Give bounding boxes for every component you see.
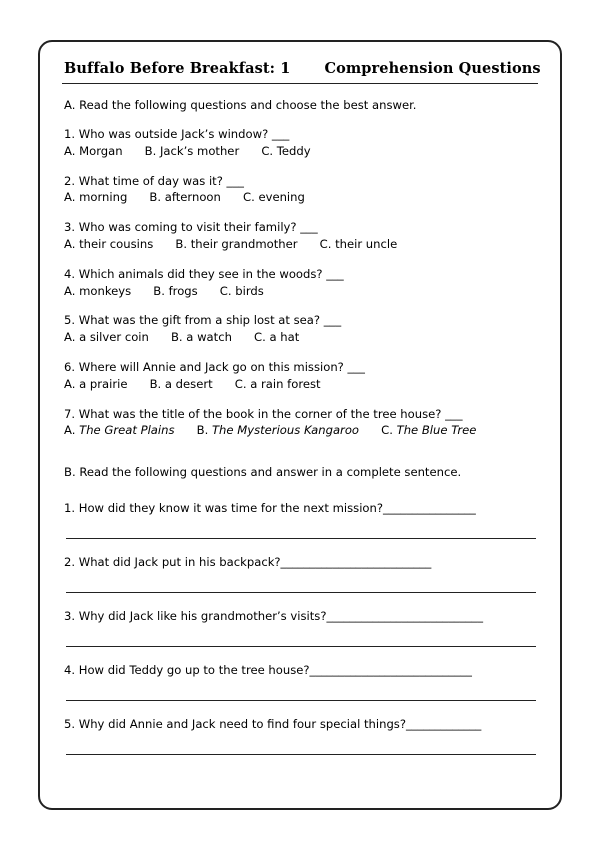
written-question-item — [64, 595, 538, 647]
book-title: The Mysterious Kangaroo — [211, 423, 360, 438]
written-question-item — [64, 541, 538, 593]
answer-line[interactable] — [66, 645, 536, 647]
question-choices: A. Morgan B. Jack’s mother C. Teddy — [64, 143, 311, 158]
question-item — [64, 406, 538, 440]
written-question-text: 4. How did Teddy go up to the tree house?____________________________ — [64, 663, 472, 678]
header-divider — [62, 83, 538, 84]
question-text: 5. What was the gift from a ship lost at sea? ___ — [64, 313, 342, 328]
question-choices: A. their cousins B. their grandmother C. their uncle — [64, 236, 398, 251]
book-title: The Blue Tree — [396, 423, 477, 438]
written-question-item — [64, 703, 538, 755]
page-title: Buffalo Before Breakfast: 1 — [64, 60, 291, 77]
answer-line[interactable] — [66, 753, 536, 755]
section-a-instruction: A. Read the following questions and choose the best answer. — [64, 98, 417, 112]
question-choices: A. morning B. afternoon C. evening — [64, 190, 305, 205]
question-item — [64, 126, 538, 160]
written-question-text: 5. Why did Annie and Jack need to find four special things?_____________ — [64, 717, 482, 732]
question-item — [64, 173, 538, 207]
question-text: 4. Which animals did they see in the woods? ___ — [64, 266, 344, 281]
question-text: 7. What was the title of the book in the corner of the tree house? ___ — [64, 406, 463, 421]
question-text: 6. Where will Annie and Jack go on this mission? ___ — [64, 359, 365, 374]
question-item — [64, 359, 538, 393]
question-item — [64, 266, 538, 300]
section-b-instruction: B. Read the following questions and answer in a complete sentence. — [64, 465, 462, 480]
answer-line[interactable] — [66, 537, 536, 539]
question-text: 3. Who was coming to visit their family? ___ — [64, 220, 318, 235]
question-text: 1. Who was outside Jack’s window? ___ — [64, 127, 290, 141]
answer-line[interactable] — [66, 699, 536, 701]
written-question-item — [64, 487, 538, 539]
answer-line[interactable] — [66, 591, 536, 593]
page-subtitle: Comprehension Questions — [324, 60, 541, 77]
question-choices: A. a silver coin B. a watch C. a hat — [64, 330, 300, 345]
question-text: 2. What time of day was it? ___ — [64, 173, 244, 188]
question-choices: A. monkeys B. frogs C. birds — [64, 283, 264, 298]
question-choices: A. a prairie B. a desert C. a rain forest — [64, 376, 321, 391]
written-question-text: 1. How did they know it was time for the next mission?________________ — [64, 501, 476, 516]
worksheet-header — [62, 60, 541, 77]
worksheet-card — [38, 40, 562, 810]
written-question-item — [64, 649, 538, 701]
question-item — [64, 312, 538, 346]
book-title: The Great Plains — [79, 423, 175, 438]
written-question-text: 2. What did Jack put in his backpack?__________________________ — [64, 555, 432, 570]
question-choices: A. The Great Plains B. The Mysterious Kangaroo C. The Blue Tree — [64, 423, 477, 438]
written-question-text: 3. Why did Jack like his grandmother’s visits?___________________________ — [64, 609, 484, 624]
question-item — [64, 219, 538, 253]
